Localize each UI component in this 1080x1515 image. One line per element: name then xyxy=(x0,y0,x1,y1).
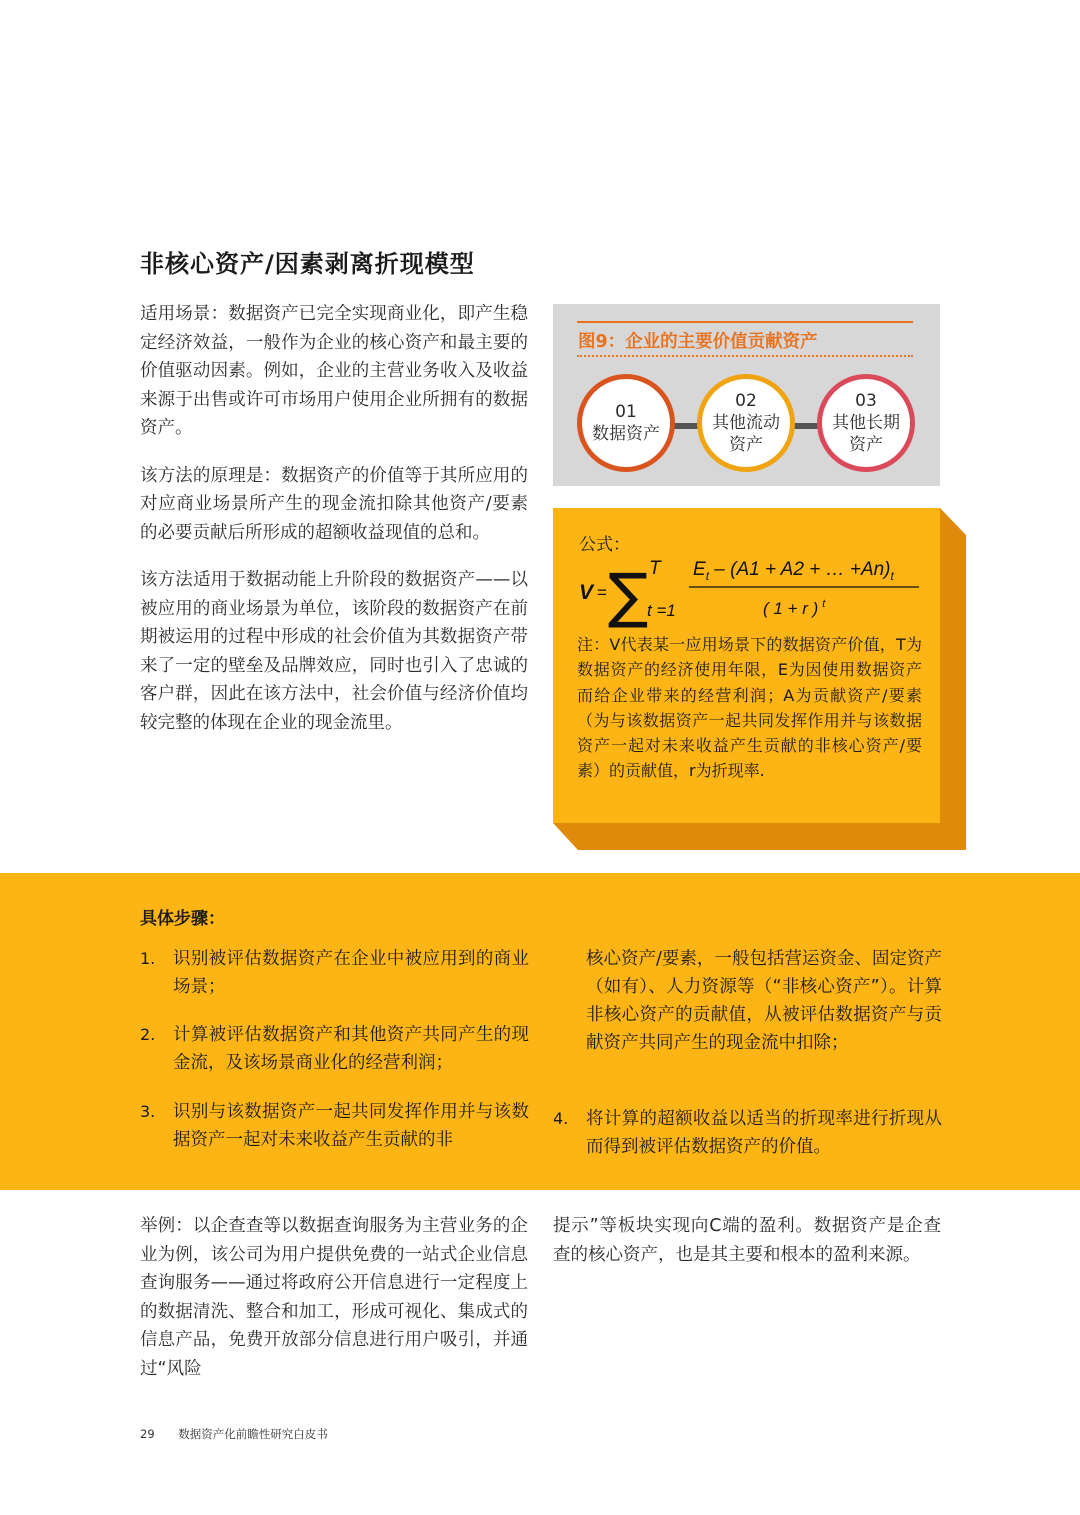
left-column xyxy=(140,300,528,756)
page-number: 29 xyxy=(140,1427,155,1441)
step-text: 计算被评估数据资产和其他资产共同产生的现金流，及该场景商业化的经营利润； xyxy=(173,1025,529,1073)
formula-expression xyxy=(573,552,933,632)
step-number: 4. xyxy=(553,1109,569,1128)
formula-note: 注：V代表某一应用场景下的数据资产价值，T为数据资产的经济使用年限，E为因使用数据资产而给企业带来的经营利润；A为贡献资产/要素（为与该数据资产一起共同发挥作用并与该数据资产一起对未来收益产生贡献的非核心资产/要素）的贡献值，r为折现率. xyxy=(577,635,922,781)
step-text: 核心资产/要素，一般包括营运资金、固定资产（如有）、人力资源等（“非核心资产”）。计算非核心资产的贡献值，从被评估数据资产与贡献资产共同产生的现金流中扣除； xyxy=(586,949,942,1053)
asset-label-line2: 资产 xyxy=(729,435,763,455)
formula-box-face xyxy=(553,508,940,823)
step-number: 3. xyxy=(140,1102,156,1121)
asset-circle-longterm xyxy=(817,374,915,472)
document-title: 数据资产化前瞻性研究白皮书 xyxy=(178,1427,328,1441)
example-paragraph-right: 提示”等板块实现向C端的盈利。数据资产是企查查的核心资产，也是其主要和根本的盈利来源。 xyxy=(553,1216,941,1265)
asset-number: 02 xyxy=(735,391,757,411)
figure-top-rule xyxy=(577,321,913,323)
steps-title: 具体步骤： xyxy=(140,909,225,929)
formula-v: V xyxy=(579,581,594,604)
asset-label: 数据资产 xyxy=(592,424,660,444)
asset-circle-data xyxy=(577,374,675,472)
step-item xyxy=(140,945,529,1005)
paragraph-principle: 该方法的原理是：数据资产的价值等于其所应用的对应商业场景所产生的现金流扣除其他资产/要素的必要贡献后所形成的超额收益现值的总和。 xyxy=(140,465,528,543)
formula-upper: T xyxy=(649,558,661,579)
figure-title: 图9：企业的主要价值贡献资产 xyxy=(578,332,818,352)
figure-9 xyxy=(553,304,940,486)
figure-dotted-rule xyxy=(577,355,913,357)
step-number: 2. xyxy=(140,1025,156,1044)
asset-label-line1: 其他长期 xyxy=(832,413,900,433)
example-paragraph-left: 举例：以企查查等以数据查询服务为主营业务的企业为例，该公司为用户提供免费的一站式企业信息查询服务——通过将政府公开信息进行一定程度上的数据清洗、整合和加工，形成可视化、集成式的信息产品，免费开放部分信息进行用户吸引，并通过“风险 xyxy=(140,1216,528,1379)
sigma-icon: ∑ xyxy=(608,561,649,631)
formula-label: 公式： xyxy=(579,535,630,555)
formula-numerator: $E_t - (A1 + A2$ + … $+An)_t$ xyxy=(693,559,894,583)
asset-number: 01 xyxy=(615,402,637,422)
section-title: 非核心资产/因素剥离折现模型 xyxy=(140,250,475,278)
step-text: 识别被评估数据资产在企业中被应用到的商业场景； xyxy=(173,949,529,997)
step-text: 将计算的超额收益以适当的折现率进行折现从而得到被评估数据资产的价值。 xyxy=(586,1109,942,1157)
formula-box xyxy=(553,508,966,850)
step-item xyxy=(140,1098,529,1158)
asset-label-line1: 其他流动 xyxy=(712,413,780,433)
steps-section xyxy=(0,873,1080,1190)
page-footer xyxy=(140,1426,328,1442)
asset-circle-current xyxy=(697,374,795,472)
step-item xyxy=(553,1105,942,1165)
formula-denominator: ( 1 + r ) $^t$ xyxy=(763,598,826,618)
step-item-continued xyxy=(553,945,942,1090)
formula-equals: = xyxy=(597,583,607,602)
asset-number: 03 xyxy=(855,391,877,411)
formula-lower: t =1 xyxy=(647,601,676,620)
paragraph-scenario: 适用场景：数据资产已完全实现商业化，即产生稳定经济效益，一般作为企业的核心资产和最主要的价值驱动因素。例如，企业的主营业务收入及收益来源于出售或许可市场用户使用企业所拥有的数据资产。 xyxy=(140,304,528,438)
step-number: 1. xyxy=(140,949,156,968)
step-item xyxy=(140,1021,529,1081)
step-text: 识别与该数据资产一起共同发挥作用并与该数据资产一起对未来收益产生贡献的非 xyxy=(173,1102,529,1150)
asset-label-line2: 资产 xyxy=(849,435,883,455)
paragraph-applicability: 该方法适用于数据动能上升阶段的数据资产——以被应用的商业场景为单位，该阶段的数据资产在前期被运用的过程中形成的社会价值为其数据资产带来了一定的壁垒及品牌效应，同时也引入了忠诚的客户群，因此在该方法中，社会价值与经济价值均较完整的体现在企业的现金流里。 xyxy=(140,570,528,733)
